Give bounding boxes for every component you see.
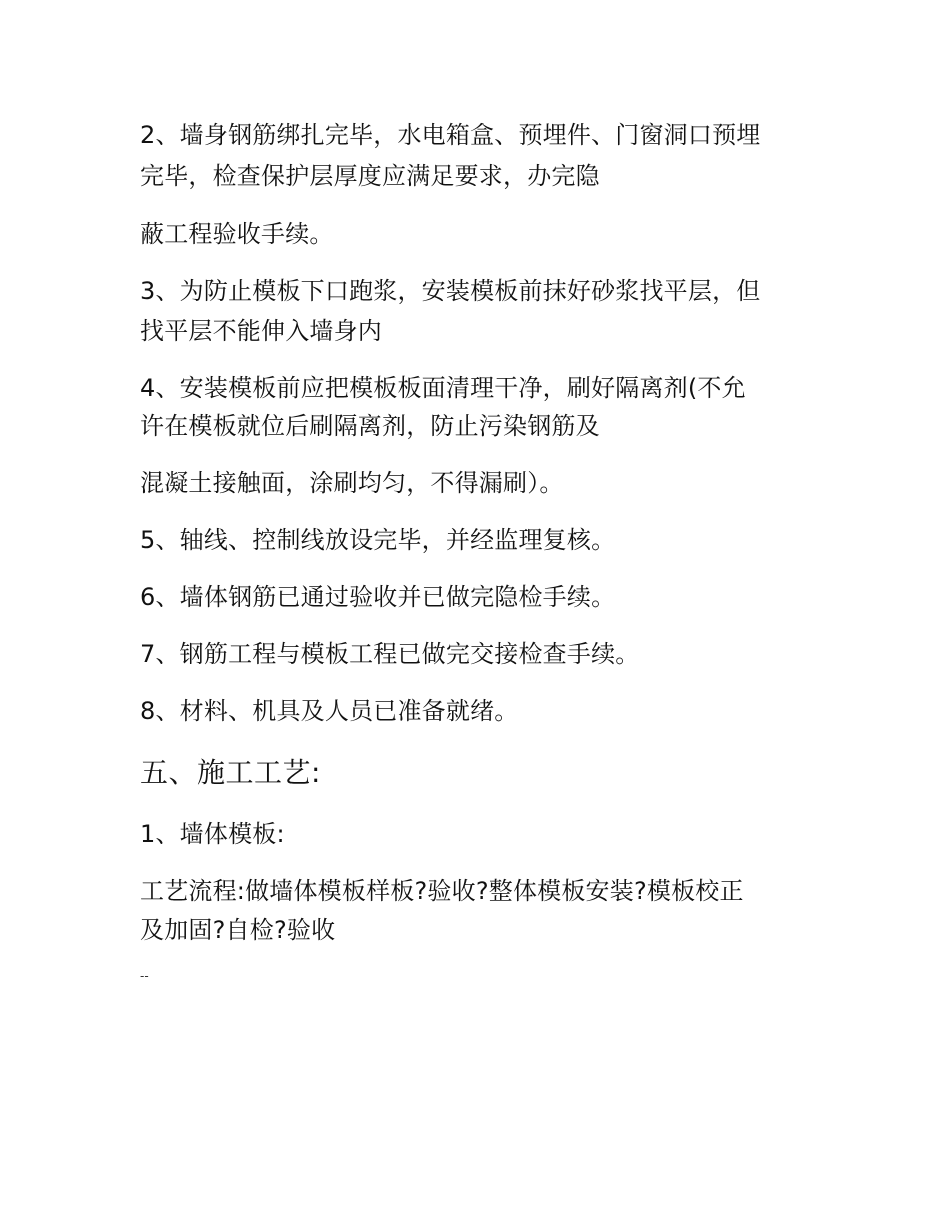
item-2-line-2: 完毕，检查保护层厚度应满足要求，办完隐 — [140, 162, 600, 190]
item-5: 5、轴线、控制线放设完毕，并经监理复核。 — [140, 526, 616, 554]
process-flow-line-2: 及加固?自检?验收 — [140, 916, 336, 944]
item-7: 7、钢筋工程与模板工程已做完交接检查手续。 — [140, 640, 640, 668]
subsection-wall-formwork: 1、墙体模板: — [140, 820, 285, 848]
item-8: 8、材料、机具及人员已准备就绪。 — [140, 697, 519, 725]
item-3-line-2: 找平层不能伸入墙身内 — [140, 317, 382, 345]
item-6: 6、墙体钢筋已通过验收并已做完隐检手续。 — [140, 583, 616, 611]
section-heading: 五、施工工艺: — [140, 756, 321, 789]
item-3-line-1: 3、为防止模板下口跑浆，安装模板前抹好砂浆找平层，但 — [140, 277, 761, 305]
item-2-line-3: 蔽工程验收手续。 — [140, 220, 334, 248]
item-2-line-1: 2、墙身钢筋绑扎完毕，水电箱盒、预埋件、门窗洞口预埋 — [140, 121, 761, 149]
process-flow-line-1: 工艺流程:做墙体模板样板?验收?整体模板安装?模板校正 — [140, 877, 744, 905]
item-4-line-3: 混凝土接触面，涂刷均匀，不得漏刷）。 — [140, 469, 564, 497]
item-4-line-2: 许在模板就位后刷隔离剂，防止污染钢筋及 — [140, 412, 600, 440]
item-4-line-1: 4、安装模板前应把模板板面清理干净，刷好隔离剂(不允 — [140, 374, 746, 402]
page-footer-mark: -- — [140, 969, 149, 983]
